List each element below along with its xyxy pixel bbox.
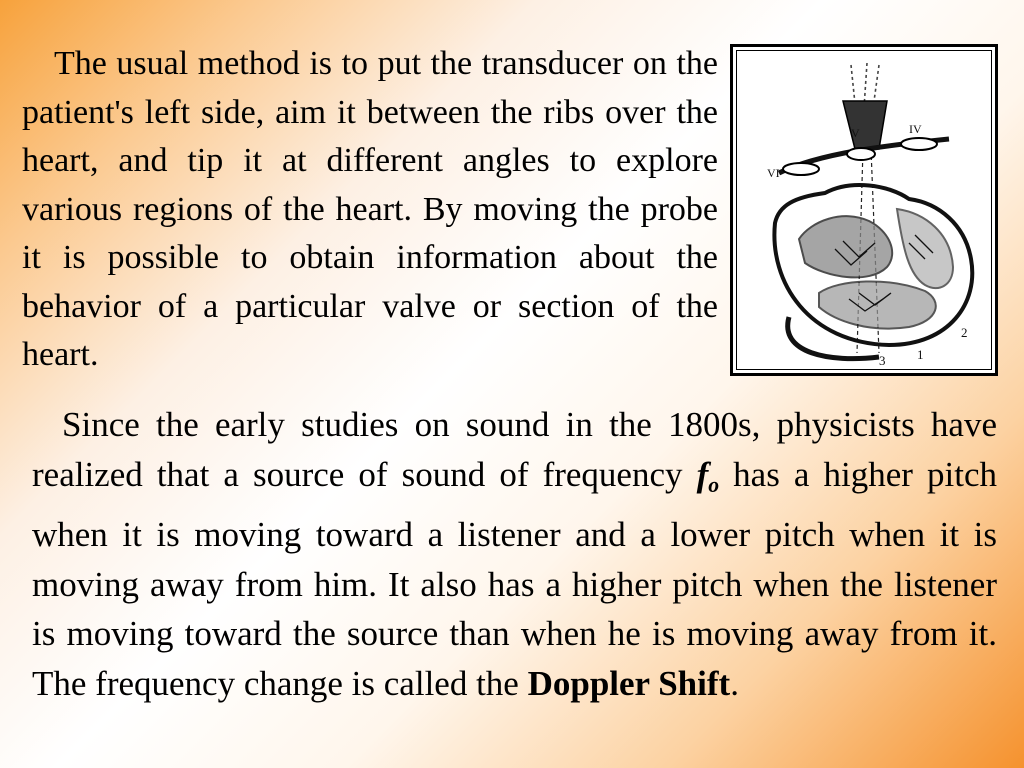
doppler-text-end: . <box>730 664 739 704</box>
figure-label-3: 3 <box>879 353 886 368</box>
figure-label-vi: VI <box>767 166 780 180</box>
figure-label-v: V <box>851 126 860 140</box>
figure-label-1: 1 <box>917 347 924 362</box>
doppler-text-intro: Since the early studies on sound in the 1800s, physicists have realized that a source of sound of frequency <box>32 405 997 494</box>
doppler-shift-term: Doppler Shift <box>527 664 731 704</box>
figure-label-iv: IV <box>909 122 922 136</box>
transducer-probe <box>843 101 887 149</box>
paragraph-doppler-shift <box>32 400 997 709</box>
heart-ultrasound-figure <box>730 44 998 376</box>
doppler-text-body: has a higher pitch when it is moving toward a listener and a lower pitch when it is moving away from him. It also has a higher pitch when the listener is moving toward the source than when he is moving away from it. The frequency change is called the <box>32 454 997 704</box>
frequency-symbol <box>696 454 720 497</box>
frequency-symbol-subscript: o <box>708 472 720 497</box>
paragraph-transducer-method: The usual method is to put the transducer on the patient's left side, aim it between the ribs over the heart, and tip it at different angles to explore various regions of the heart. By moving the probe it is possible to obtain information about the behavior of a particular valve or section of the heart. <box>22 45 718 373</box>
heart-cross-section-illustration <box>739 53 995 373</box>
frequency-symbol-base: f <box>696 454 709 494</box>
figure-label-2: 2 <box>961 325 968 340</box>
